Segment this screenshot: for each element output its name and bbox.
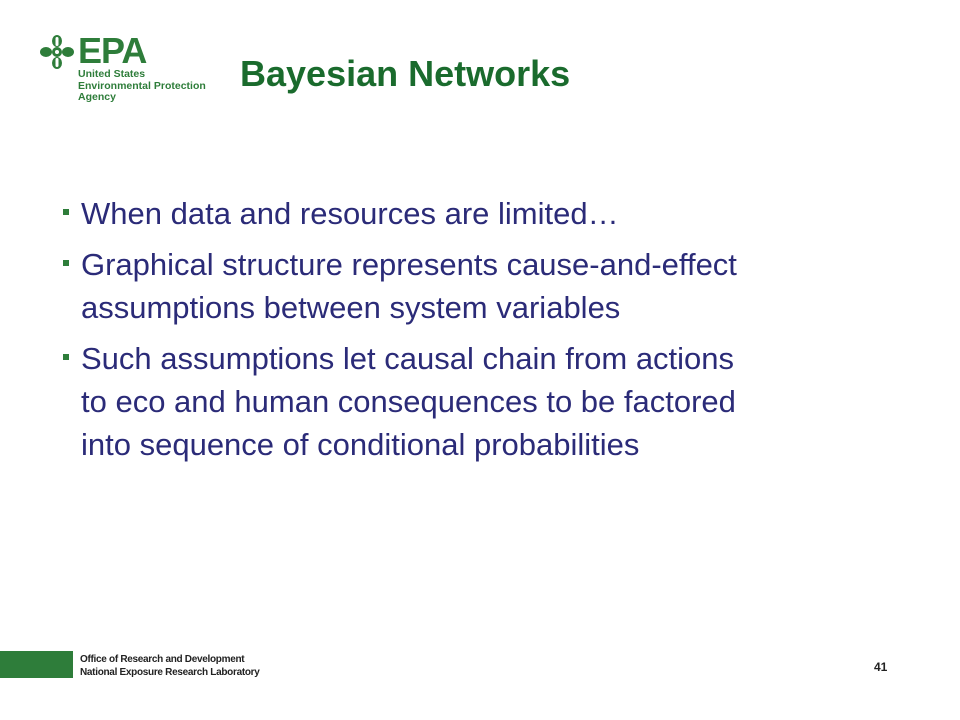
footer-lab-line: National Exposure Research Laboratory: [80, 667, 260, 678]
bullet-marker: [63, 260, 69, 266]
bullet-line: When data and resources are limited…: [81, 196, 619, 231]
epa-logo-subtitle-line: Agency: [78, 91, 116, 103]
bullet-list: [60, 192, 900, 474]
bullet-line: assumptions between system variables: [81, 290, 621, 325]
epa-logo: [40, 30, 220, 108]
bullet-marker: [63, 354, 69, 360]
page-number: 41: [874, 660, 888, 674]
footer-office-line: Office of Research and Development: [80, 654, 245, 665]
epa-logo-text: EPA: [78, 30, 147, 71]
epa-logo-subtitle-line: United States: [78, 68, 146, 80]
bullet-line: Such assumptions let causal chain from actions: [81, 341, 735, 376]
footer-office: [80, 653, 260, 679]
bullet-line: into sequence of conditional probabilities: [81, 427, 640, 462]
bullet-line: Graphical structure represents cause-and-effect: [81, 247, 737, 282]
epa-logo-subtitle-line: Environmental Protection: [78, 79, 206, 92]
bullet-marker: [63, 209, 69, 215]
bullet-item: [60, 243, 900, 329]
footer-green-bar: [0, 651, 73, 678]
epa-logo-subtitle: [78, 69, 206, 104]
slide-title: Bayesian Networks: [240, 53, 571, 94]
bullet-line: to eco and human consequences to be factored: [81, 384, 736, 419]
epa-flower-icon: [40, 35, 74, 69]
bullet-item: [60, 192, 900, 235]
bullet-item: [60, 337, 900, 466]
